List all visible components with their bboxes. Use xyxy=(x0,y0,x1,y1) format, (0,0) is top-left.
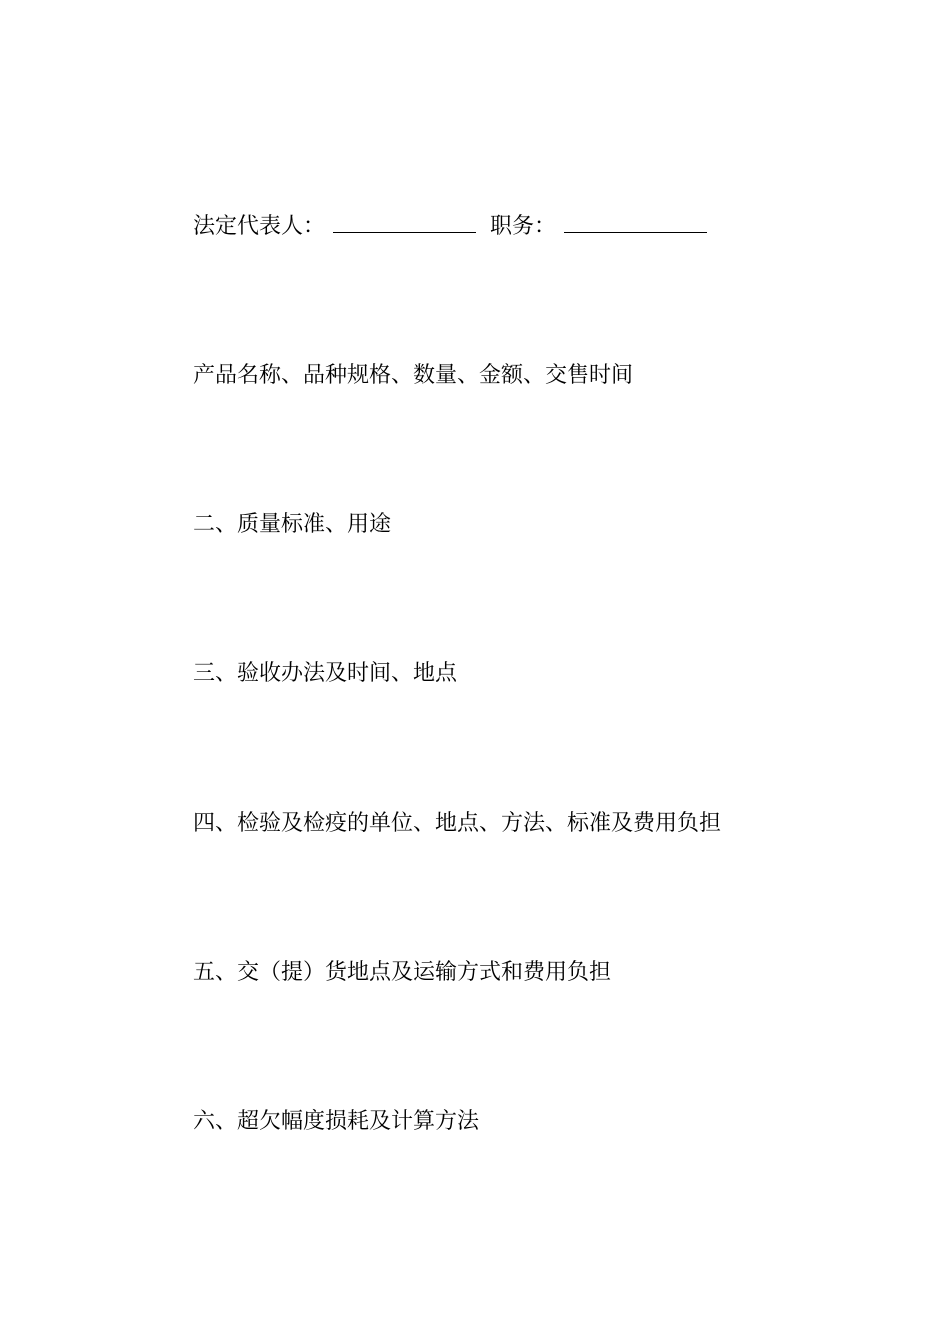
legal-representative-label: 法定代表人： xyxy=(193,214,326,239)
section-acceptance-method: 三、验收办法及时间、地点 xyxy=(193,661,458,686)
position-blank xyxy=(564,214,707,233)
legal-representative-blank xyxy=(333,214,476,233)
section-product-info: 产品名称、品种规格、数量、金额、交售时间 xyxy=(193,363,634,388)
signatory-line xyxy=(193,212,707,242)
position-label: 职务： xyxy=(490,214,557,239)
section-inspection-quarantine: 四、检验及检疫的单位、地点、方法、标准及费用负担 xyxy=(193,811,722,836)
section-quality-standard: 二、质量标准、用途 xyxy=(193,512,392,537)
section-delivery-transport: 五、交（提）货地点及运输方式和费用负担 xyxy=(193,960,612,985)
section-loss-calculation: 六、超欠幅度损耗及计算方法 xyxy=(193,1109,480,1134)
